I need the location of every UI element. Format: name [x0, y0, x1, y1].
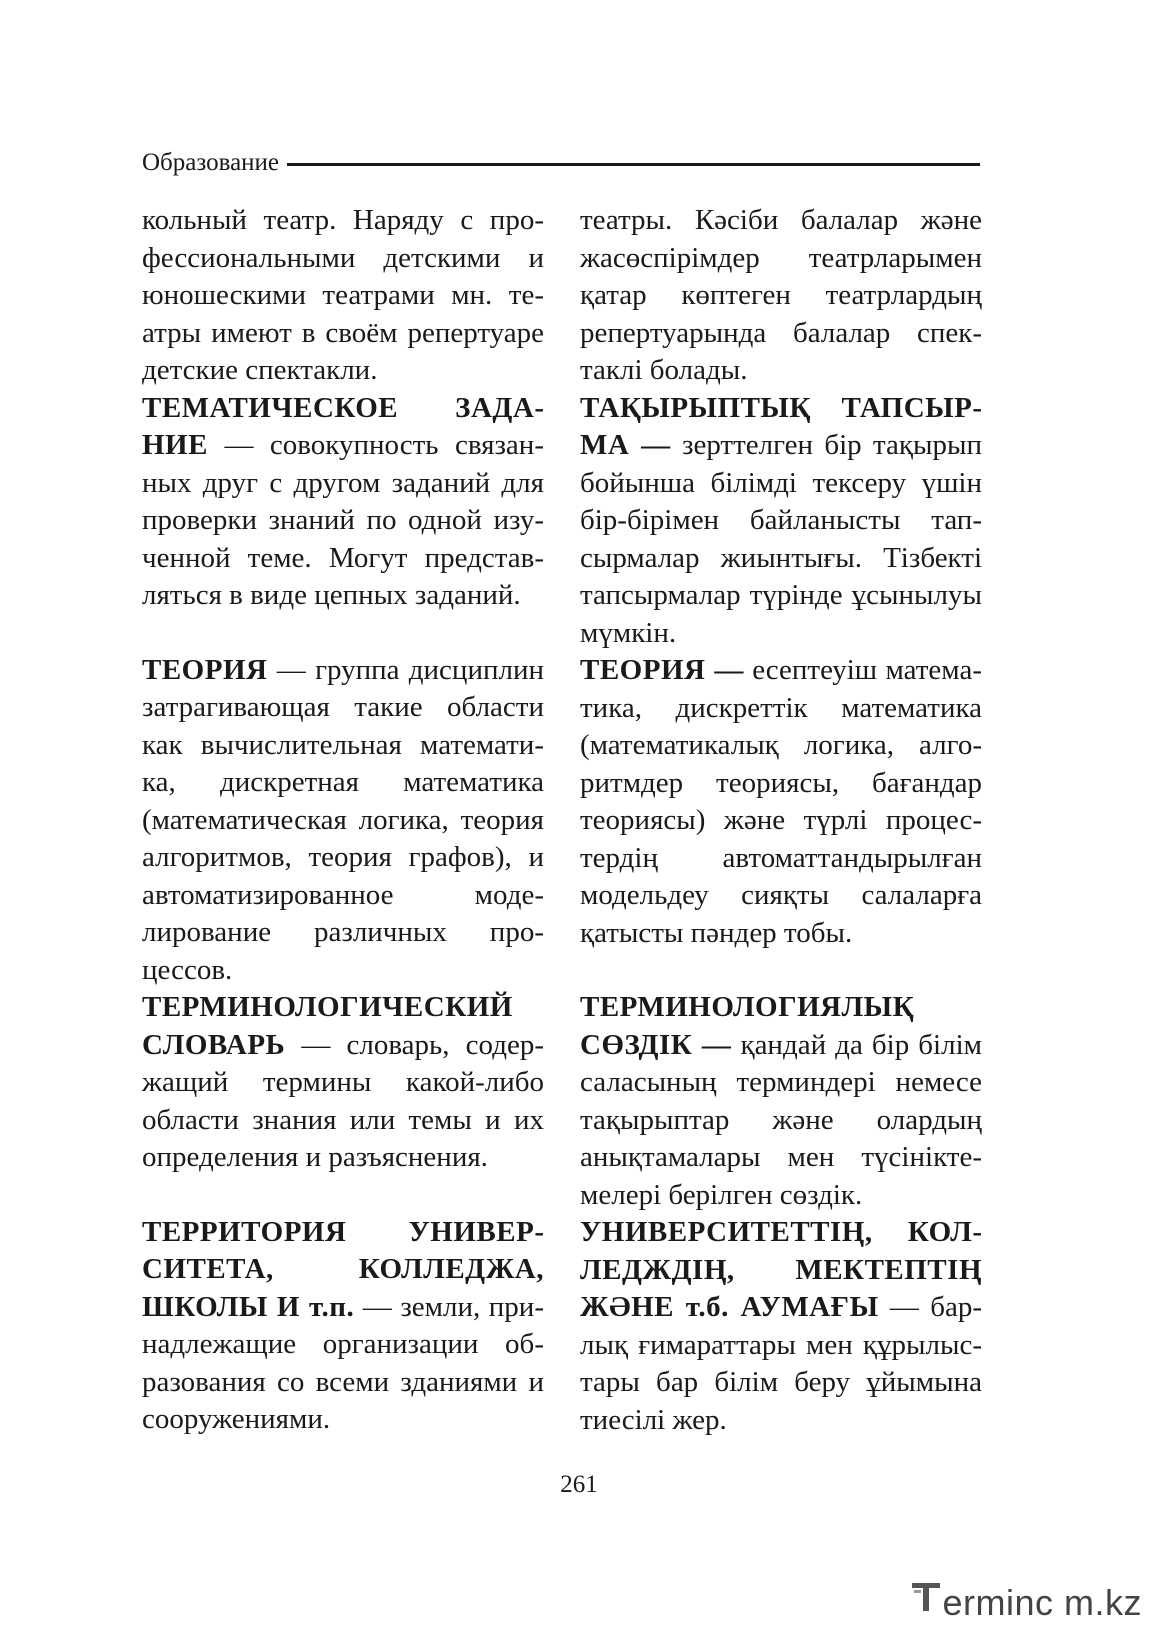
right-column: [580, 202, 982, 1439]
entry-definition: қандай да бір білім саласының терминдері немесе тақырыптар және олардың анықтамалары мен түсініктемелері берілген сөздік.: [580, 1028, 982, 1211]
termincom-logo-icon: [910, 1575, 942, 1615]
entry-term: ТАҚЫРЫПТЫҚ ТАПСЫРМА —: [580, 391, 982, 461]
running-header: [142, 148, 980, 178]
entry-term: ТЕРМИНОЛОГИЯЛЫҚ СӨЗДІК —: [580, 991, 915, 1061]
entry-campus-territory: [142, 1214, 544, 1439]
entry-definition: зерттелген бір тақырып бойынша білімді тексеру үшін бір-бірімен байланысты тапсырмалар жиынтығы. Тізбекті тапсырмалар түрінде ұсынылуы мүмкін.: [580, 429, 982, 649]
entry-thematic-task: [142, 390, 544, 615]
watermark: [910, 1575, 1142, 1623]
entry-term: ТЕОРИЯ: [142, 653, 268, 686]
entry-thematic-task: [580, 390, 982, 653]
entry-definition: — совокупность связанных друг с другом заданий для проверки знаний по одной изученной теме. Могут представляться в виде цепных заданий.: [142, 429, 544, 611]
entry-term: ТЕМАТИЧЕСКОЕ ЗАДАНИЕ: [142, 391, 544, 461]
entry-theory: [580, 652, 982, 952]
entry-terminological-dictionary: [580, 989, 982, 1214]
entry-definition: — словарь, содержащий термины какой-либо области знания или темы и их определения и разъяснения.: [142, 1028, 544, 1173]
entry-definition: — барлық ғимараттары мен құрылыстары бар білім беру ұйымына тиесілі жер.: [580, 1291, 982, 1436]
entry-definition: есептеуіш математика, дискреттік математика (математикалық логика, алгоритмдер теориясы, бағандар теориясы) және түрлі процестердің автоматтандырылған модельдеу сияқты салаларға қатысты пәндер тобы.: [580, 654, 982, 949]
watermark-text: erminc m.kz: [942, 1582, 1142, 1623]
left-column: [142, 202, 544, 1439]
page-number: 261: [560, 1471, 598, 1498]
entry-continuation: театры. Кәсіби балалар және жасөспірімдер театрларымен қатар көптеген театрлардың репертуарында балалар спектаклі болады.: [580, 204, 982, 386]
entry-spacer: [142, 615, 544, 652]
entry-term: ТЕОРИЯ —: [580, 654, 744, 686]
entry-continuation: кольный театр. Наряду с профессиональными детскими и юношескими театрами мн. театры имеют в своём репертуаре детские спектакли.: [142, 204, 544, 386]
entry-terminological-dictionary: [142, 989, 544, 1177]
entry-spacer: [142, 1177, 544, 1214]
entry-definition: — земли, принадлежащие организации образования со всеми зданиями и сооружениями.: [142, 1290, 544, 1435]
entry-definition: — группа дисциплин затрагивающая такие области как вычислительная математика, дискретная математика (математическая логика, теория алгоритмов, теория графов), и автоматизированное моделирование различных процессов.: [142, 653, 544, 986]
section-title: Образование: [142, 149, 280, 176]
entry-campus-territory: [580, 1214, 982, 1439]
entry-term: ТЕРМИНОЛОГИЧЕСКИЙ СЛОВАРЬ: [142, 991, 513, 1061]
entry-term: ТЕРРИТОРИЯ УНИВЕРСИТЕТА, КОЛЛЕДЖА, ШКОЛЫ И т.п.: [142, 1215, 544, 1323]
header-rule: [287, 163, 980, 166]
entry-spacer: [580, 952, 982, 989]
entry-theory: [142, 652, 544, 990]
entry-term: УНИВЕРСИТЕТТІҢ, КОЛЛЕДЖДІҢ, МЕКТЕПТІҢ ЖӘНЕ т.б. АУМАҒЫ: [580, 1216, 982, 1323]
